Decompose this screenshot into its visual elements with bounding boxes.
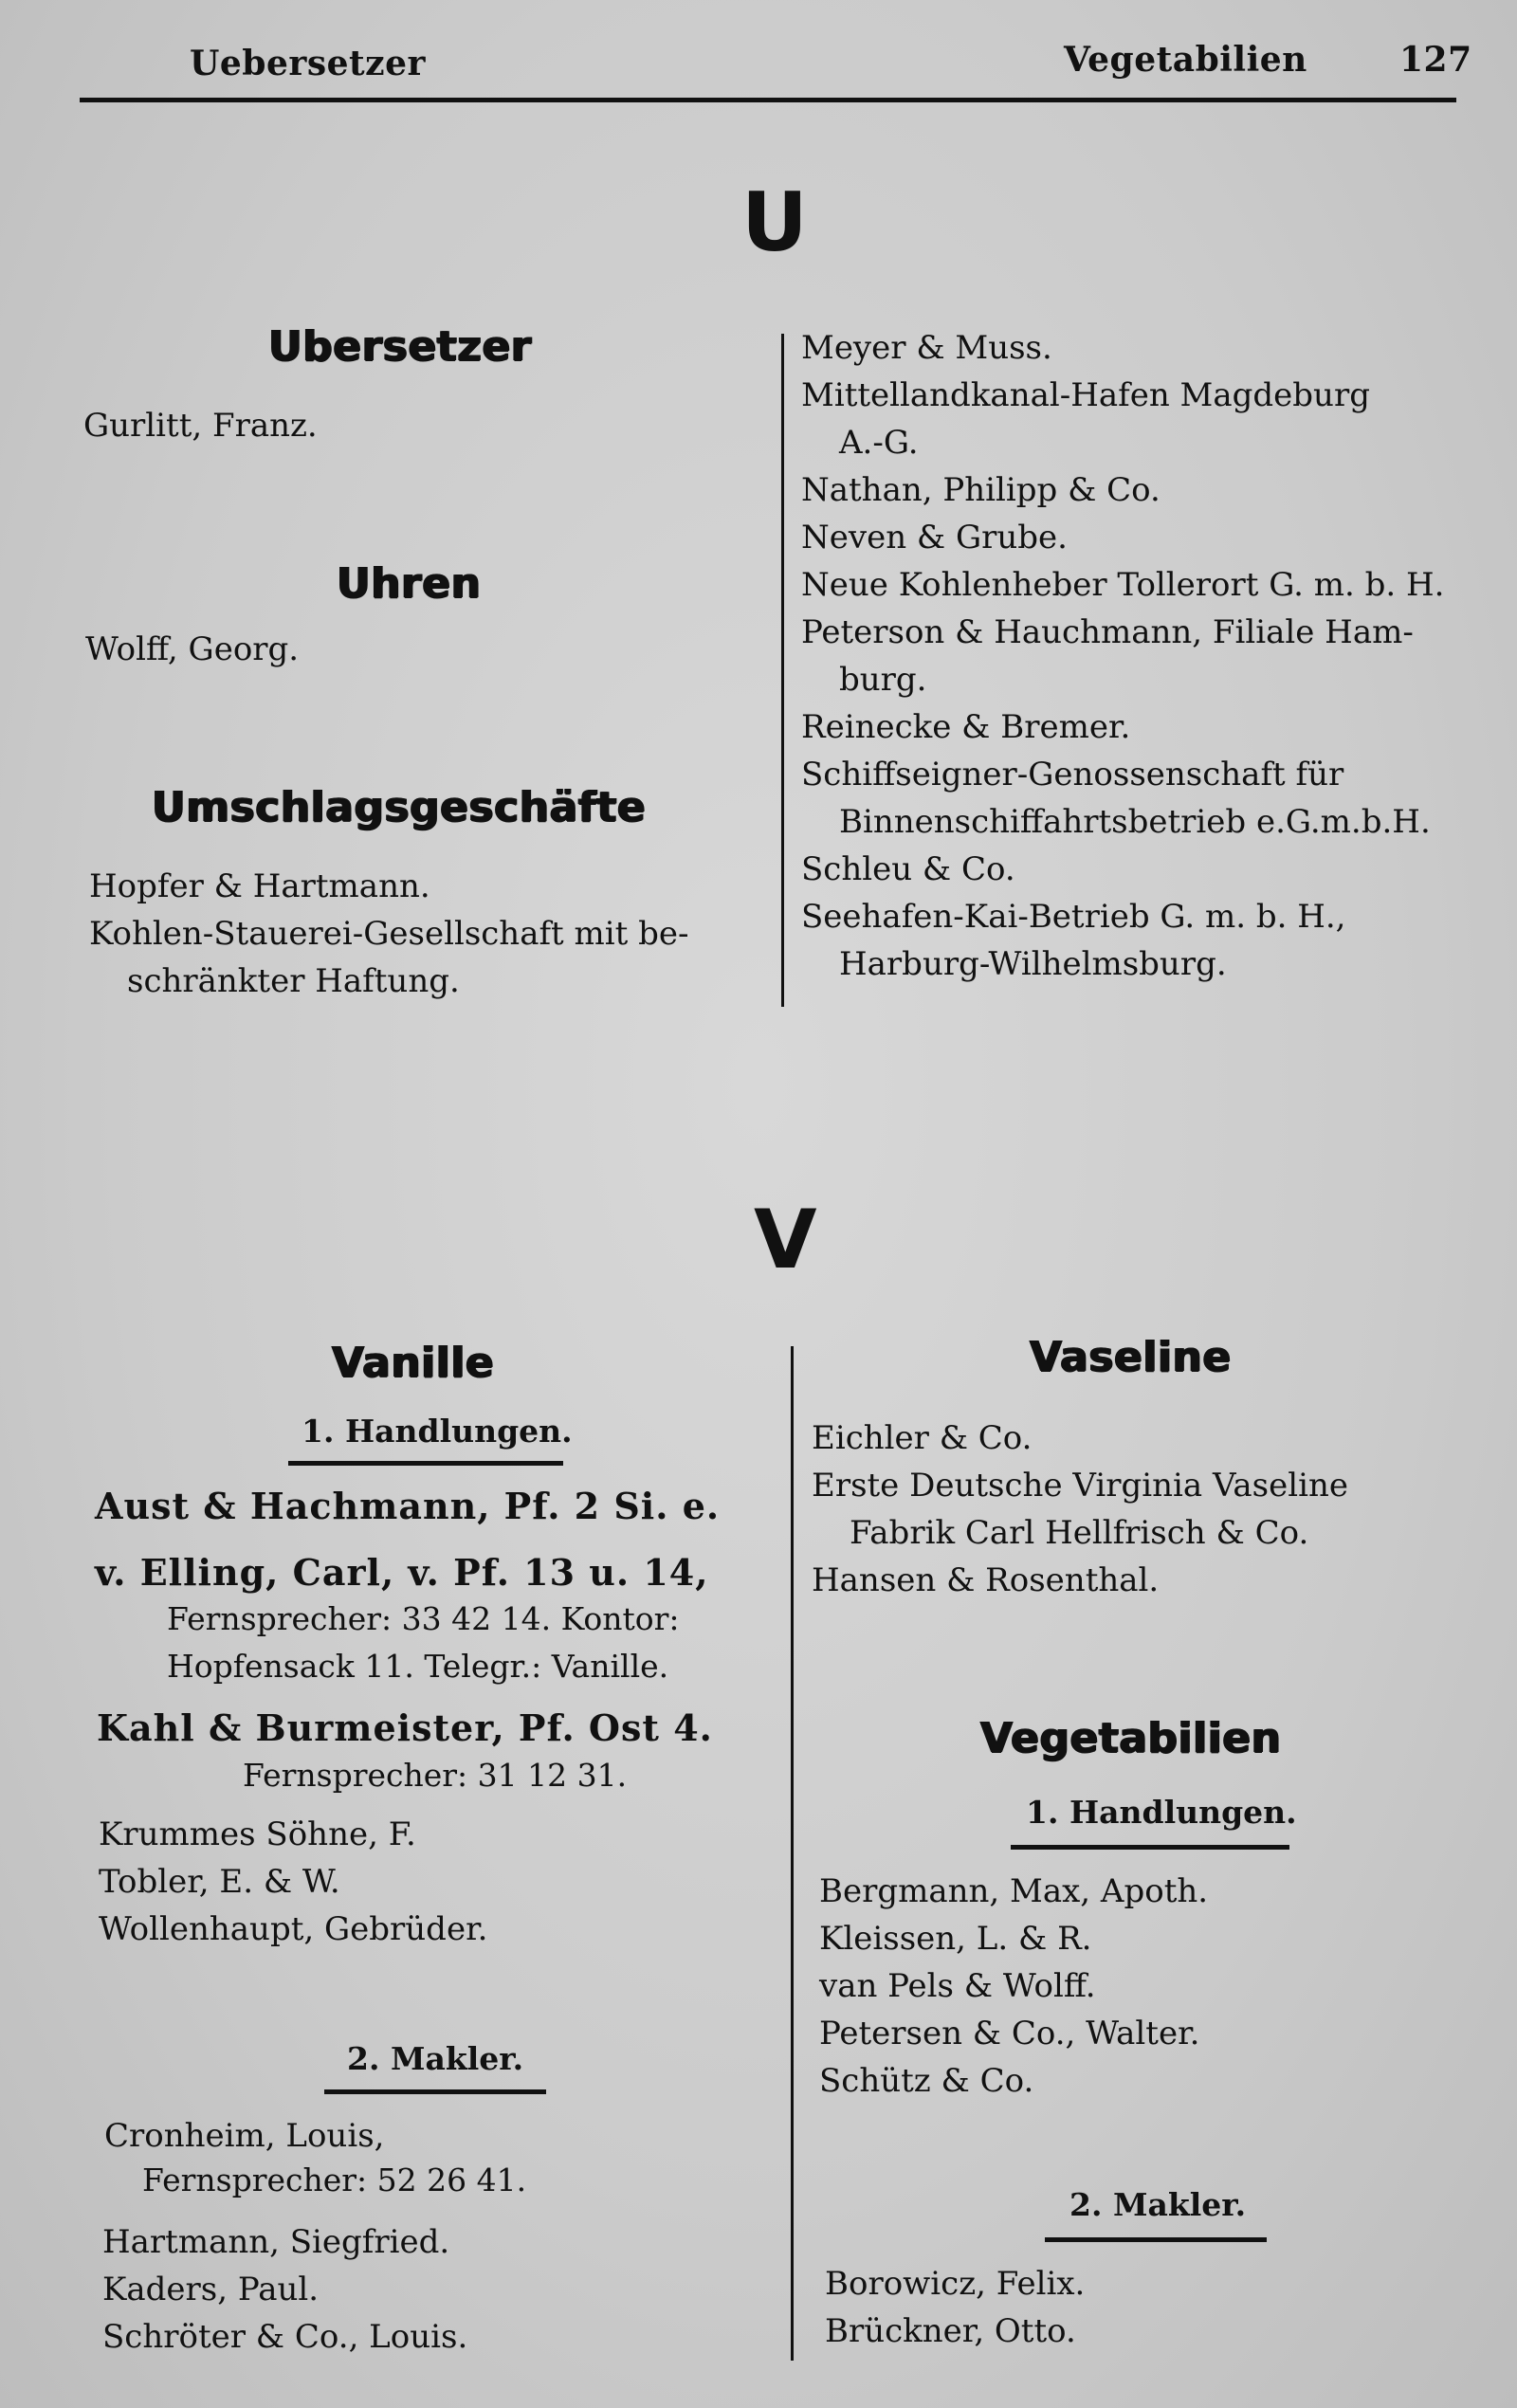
category-heading-ubersetzer: Ubersetzer	[268, 322, 532, 371]
list-item: Cronheim, Louis,	[104, 2117, 385, 2155]
category-heading-vegetabilien: Vegetabilien	[980, 1714, 1282, 1762]
category-heading-uhren: Uhren	[337, 559, 482, 608]
subheading-rule	[1011, 1845, 1289, 1850]
list-item: Tobler, E. & W.	[99, 1863, 340, 1901]
list-item: Schiffseigner-Genossenschaft für	[801, 756, 1344, 794]
list-item: Schröter & Co., Louis.	[102, 2318, 468, 2356]
list-item: Meyer & Muss.	[801, 329, 1052, 367]
list-item: Harburg-Wilhelmsburg.	[839, 945, 1227, 983]
list-item: van Pels & Wolff.	[819, 1967, 1096, 2005]
list-item: Hopfer & Hartmann.	[89, 867, 430, 905]
entry-detail: Fernsprecher: 31 12 31.	[243, 1757, 628, 1794]
section-u-right-list	[801, 324, 1445, 988]
running-header-left: Uebersetzer	[190, 44, 426, 83]
entry-detail: Hopfensack 11. Telegr.: Vanille.	[167, 1648, 669, 1685]
list-item: Hansen & Rosenthal.	[812, 1561, 1160, 1599]
list-item: Schütz & Co.	[819, 2062, 1034, 2100]
subheading-makler: 2. Makler.	[1069, 2186, 1247, 2223]
subheading-rule	[324, 2089, 546, 2094]
list-item: Hartmann, Siegfried.	[102, 2223, 450, 2261]
page-number: 127	[1399, 40, 1472, 80]
list-item: Gurlitt, Franz.	[83, 407, 318, 445]
list-item: Neven & Grube.	[801, 519, 1068, 556]
vegetabilien-makler-list	[825, 2260, 1085, 2355]
subheading-makler: 2. Makler.	[347, 2040, 524, 2077]
list-item: burg.	[839, 661, 927, 699]
entry-detail: Fernsprecher: 33 42 14. Kontor:	[167, 1600, 680, 1637]
list-item: Mittellandkanal-Hafen Magdeburg	[801, 376, 1370, 414]
list-item: Krummes Söhne, F.	[99, 1815, 416, 1853]
list-item: Fabrik Carl Hellfrisch & Co.	[850, 1514, 1309, 1552]
list-item: Kohlen-Stauerei-Gesellschaft mit be-	[89, 915, 689, 953]
subheading-rule	[1045, 2237, 1267, 2242]
list-item: Wollenhaupt, Gebrüder.	[99, 1910, 488, 1948]
list-item: Erste Deutsche Virginia Vaseline	[812, 1467, 1348, 1505]
subheading-handlungen: 1. Handlungen.	[302, 1413, 573, 1450]
featured-entry: v. Elling, Carl, v. Pf. 13 u. 14,	[95, 1551, 709, 1594]
list-item: Reinecke & Bremer.	[801, 708, 1131, 746]
list-item: Wolff, Georg.	[85, 630, 300, 668]
list-item: Kaders, Paul.	[102, 2271, 320, 2308]
vegetabilien-list	[819, 1868, 1208, 2105]
subheading-handlungen: 1. Handlungen.	[1026, 1794, 1297, 1831]
list-item: Schleu & Co.	[801, 850, 1015, 888]
vanille-list	[99, 1811, 487, 1953]
list-item: A.-G.	[839, 424, 919, 462]
column-divider	[781, 334, 784, 1007]
list-item: schränkter Haftung.	[127, 962, 460, 1000]
umschlag-list	[89, 863, 689, 1005]
entry-detail: Fernsprecher: 52 26 41.	[142, 2162, 527, 2198]
header-rule	[80, 98, 1456, 102]
list-item: Bergmann, Max, Apoth.	[819, 1872, 1209, 1910]
column-divider	[791, 1346, 794, 2361]
section-letter-v: V	[754, 1193, 817, 1287]
list-item: Petersen & Co., Walter.	[819, 2015, 1200, 2052]
list-item: Binnenschiffahrtsbetrieb e.G.m.b.H.	[839, 803, 1431, 841]
list-item: Peterson & Hauchmann, Filiale Ham-	[801, 613, 1414, 651]
category-heading-vaseline: Vaseline	[1030, 1333, 1232, 1381]
list-item: Brückner, Otto.	[825, 2312, 1076, 2350]
list-item: Kleissen, L. & R.	[819, 1920, 1092, 1958]
featured-entry: Aust & Hachmann, Pf. 2 Si. e.	[95, 1485, 721, 1527]
running-header-right: Vegetabilien	[1064, 40, 1307, 80]
subheading-rule	[288, 1461, 563, 1466]
list-item: Neue Kohlenheber Tollerort G. m. b. H.	[801, 566, 1445, 604]
vanille-makler-list	[102, 2218, 467, 2361]
category-heading-umschlagsgeschaefte: Umschlagsgeschäfte	[152, 783, 647, 831]
list-item: Seehafen-Kai-Betrieb G. m. b. H.,	[801, 898, 1346, 936]
section-letter-u: U	[741, 175, 808, 270]
list-item: Nathan, Philipp & Co.	[801, 471, 1161, 509]
vaseline-list	[812, 1414, 1348, 1604]
list-item: Borowicz, Felix.	[825, 2265, 1086, 2303]
featured-entry: Kahl & Burmeister, Pf. Ost 4.	[97, 1706, 713, 1749]
list-item: Eichler & Co.	[812, 1419, 1033, 1457]
category-heading-vanille: Vanille	[332, 1339, 495, 1387]
